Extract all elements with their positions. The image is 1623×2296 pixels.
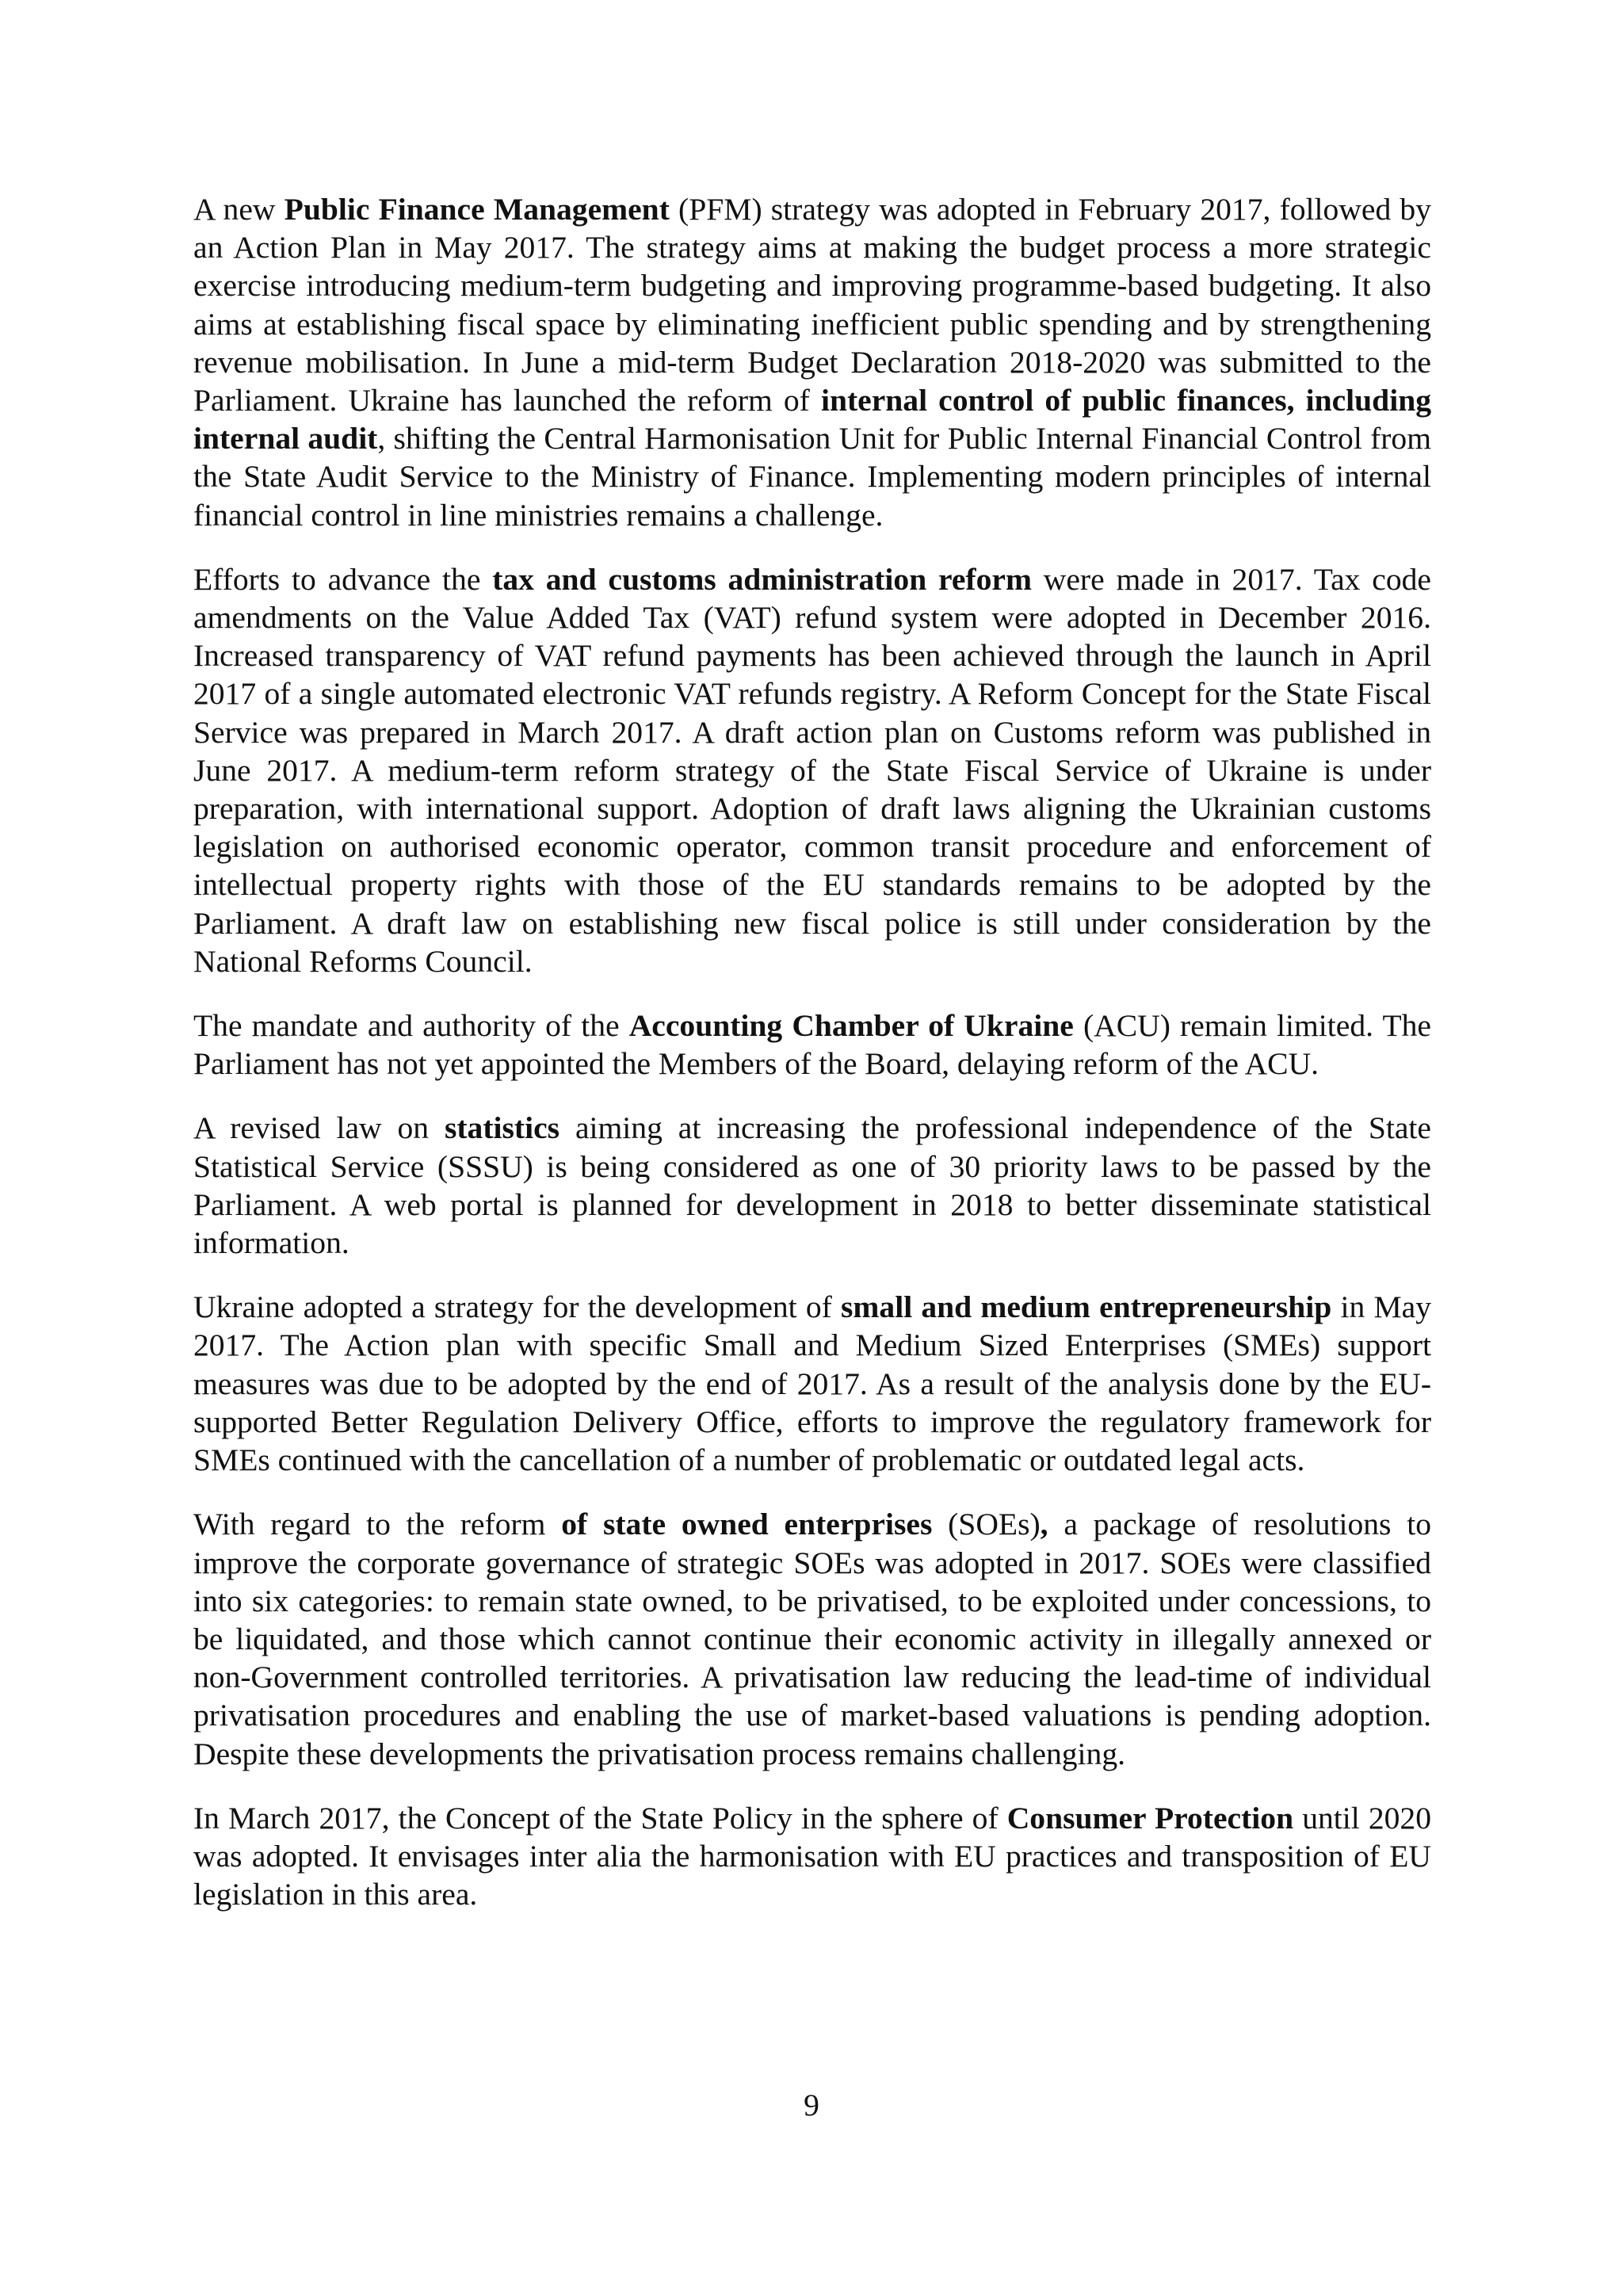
bold-term-consumer-protection: Consumer Protection <box>1006 1800 1294 1836</box>
text-run: , shifting the Central Harmonisation Unit for Public Internal Financial Control from the State Audit Service to the Ministry of Finance. Implementing modern principles of internal financial control in line ministries remains a challenge. <box>193 421 1432 533</box>
text-run: Efforts to advance the <box>193 561 493 597</box>
text-run: Ukraine adopted a strategy for the development of <box>193 1289 842 1325</box>
bold-term-pfm: Public Finance Management <box>284 192 670 227</box>
text-run: a package of resolutions to improve the corporate governance of strategic SOEs was adopted in 2017. SOEs were classified into six categories: to remain state owned, to be privatised, to be exploited under concessions, to be liquidated, and those which cannot continue their economic activity in illegally annexed or non-Government controlled territories. A privatisation law reducing the lead-time of individual privatisation procedures and enabling the use of market-based valuations is pending adoption. Despite these developments the privatisation process remains challenging. <box>193 1507 1431 1771</box>
text-run: until 2020 was adopted. It envisages inter alia the harmonisation with EU practices and transposition of EU legislation in this area. <box>193 1800 1432 1912</box>
text-run: (PFM) strategy was adopted in February 2017, followed by an Action Plan in May 2017. The strategy aims at making the budget process a more strategic exercise introducing medium-term budgeting and improving programme-based budgeting. It also aims at establishing fiscal space by eliminating inefficient public spending and by strengthening revenue mobilisation. In June a mid-term Budget Declaration 2018-2020 was submitted to the Parliament. Ukraine has launched the reform of <box>193 192 1431 418</box>
text-run: A new <box>193 192 285 227</box>
page-number: 9 <box>804 2088 819 2122</box>
text-run: The mandate and authority of the <box>193 1008 629 1044</box>
paragraph-soe <box>193 1505 1431 1772</box>
text-run: aiming at increasing the professional independence of the State Statistical Service (SSSU) is being considered as one of 30 priority laws to be passed by the Parliament. A web portal is planned for development in 2018 to better disseminate statistical information. <box>193 1110 1431 1261</box>
bold-term-soe: of state owned enterprises <box>561 1507 933 1542</box>
bold-term-tax-customs: tax and customs administration reform <box>492 561 1032 597</box>
bold-term-internal-control: internal control of public finances, including internal audit <box>193 383 1431 457</box>
paragraph-tax-customs <box>193 560 1431 980</box>
body-text <box>193 190 1431 1939</box>
text-run: With regard to the reform <box>193 1507 562 1542</box>
bold-term-statistics: statistics <box>444 1110 560 1146</box>
text-run: A revised law on <box>193 1110 445 1146</box>
paragraph-sme <box>193 1288 1431 1479</box>
bold-comma: , <box>1040 1507 1048 1542</box>
text-run: in May 2017. The Action plan with specific Small and Medium Sized Enterprises (SMEs) support measures was due to be adopted by the end of 2017. As a result of the analysis done by the EU-supported Better Regulation Delivery Office, efforts to improve the regulatory framework for SMEs continued with the cancellation of a number of problematic or outdated legal acts. <box>193 1289 1431 1478</box>
paragraph-pfm <box>193 190 1431 534</box>
bold-term-sme: small and medium entrepreneurship <box>841 1289 1332 1325</box>
paragraph-consumer-protection <box>193 1799 1431 1914</box>
text-run: (ACU) remain limited. The Parliament has not yet appointed the Members of the Board, delaying reform of the ACU. <box>193 1008 1431 1082</box>
text-run: were made in 2017. Tax code amendments on the Value Added Tax (VAT) refund system were adopted in December 2016. Increased transparency of VAT refund payments has been achieved through the launch in April 2017 of a single automated electronic VAT refunds registry. A Reform Concept for the State Fiscal Service was prepared in March 2017. A draft action plan on Customs reform was published in June 2017. A medium-term reform strategy of the State Fiscal Service of Ukraine is under preparation, with international support. Adoption of draft laws aligning the Ukrainian customs legislation on authorised economic operator, common transit procedure and enforcement of intellectual property rights with those of the EU standards remains to be adopted by the Parliament. A draft law on establishing new fiscal police is still under consideration by the National Reforms Council. <box>193 561 1431 979</box>
paragraph-acu <box>193 1007 1431 1083</box>
text-run: In March 2017, the Concept of the State Policy in the sphere of <box>193 1800 1007 1836</box>
paragraph-statistics <box>193 1109 1431 1262</box>
text-run: (SOEs) <box>932 1507 1041 1542</box>
bold-term-acu: Accounting Chamber of Ukraine <box>628 1008 1074 1044</box>
